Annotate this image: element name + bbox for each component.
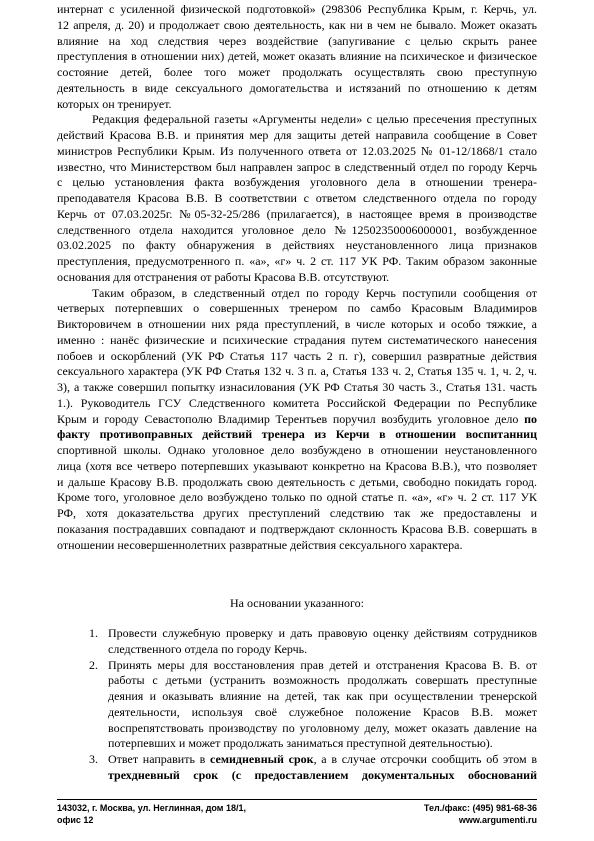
list-item — [57, 658, 537, 753]
footer-contacts — [424, 802, 537, 826]
text-line: 3), а также совершил попытку изнасилования (УК РФ Статья 30 часть 3., Статья 131. часть — [57, 380, 537, 394]
paragraph-2 — [57, 112, 537, 285]
text-line: четверых потерпевших о совершенных тренером по самбо Красовым Владимиров — [57, 301, 537, 316]
text-line: Таким образом, в следственный отдел по городу Керчь поступили сообщения от — [92, 285, 537, 300]
text-line — [108, 752, 537, 768]
text-line: состояние детей, более того может продолжать осуществлять свою преступную — [57, 65, 537, 79]
text-line: побоев и оскорблений (УК РФ Статья 117 часть 2 п. г), совершил развратные действия — [57, 348, 537, 363]
text-line: Викторовичем в отношении них ряда преступлений, в числе которых и особо тяжкие, а — [57, 317, 537, 331]
footer-address — [57, 802, 246, 826]
bold-text-line: факту противоправных действий тренера из Керчи в отношении воспитанниц — [57, 427, 537, 442]
list-item-number: 1. — [89, 626, 98, 640]
list-item-text — [108, 626, 537, 658]
text-line: Керчь от 07.03.2025г. №05-32-25/286 (прилагается), в настоящее время в производстве — [57, 206, 537, 221]
text-line: работы с детьми (устранить возможность продолжать совершать преступные — [108, 673, 537, 688]
list-item-number: 3. — [89, 752, 98, 766]
text-line: основания для отстранения от работы Красова В.В. отсутствуют. — [57, 269, 390, 284]
paragraph-1 — [57, 2, 537, 112]
text-segment: Крым и городу Севастополю Владимир Терентьев поручил возбудить уголовное дело — [57, 411, 525, 426]
text-line: отношении несовершеннолетних развратные действия сексуального характера. — [57, 537, 463, 552]
text-line: деятельность в виде сексуального домогательства и истязаний по отношению к детям — [57, 80, 537, 95]
paragraph-3 — [57, 286, 537, 554]
text-line: министров Республики Крым. Из полученного ответа от 12.03.2025 № 01-12/1868/1 стало — [57, 143, 537, 158]
text-line: и дальше Красову В.В. продолжать свою деятельность с детьми, свободно покидать город. — [57, 474, 537, 489]
text-line: преступления в отношении них) детей, может оказать влияние на психическое и физическое — [57, 49, 537, 64]
bold-text-segment: по — [524, 411, 537, 426]
text-line: сексуального характера (УК РФ Статья 132 ч. 3 п. а, Статья 133 ч. 2, Статья 135 ч. 1, ч. 2, ч. — [57, 364, 537, 379]
website: www.argumenti.ru — [458, 815, 537, 825]
text-line — [57, 412, 537, 428]
text-line: РФ, хотя доказательства других преступлений следствию так же предоставлены и — [57, 506, 537, 520]
text-line: Редакция федеральной газеты «Аргументы недели» с целью пресечения преступных — [92, 112, 537, 127]
text-line: 12 апреля, д. 20) и продолжает свою деятельность, как ни в чем не бывало. Может оказать — [57, 17, 537, 32]
request-list — [57, 626, 537, 784]
text-line: именно : нанёс физические и психические страдания путем систематического нанесения — [57, 332, 537, 347]
text-segment: , а в случае отсрочки сообщить об этом в — [313, 752, 537, 766]
text-line: лица (хотя все четверо потерпевших указывают конкретно на Красова В.В.), что позволяет — [57, 458, 537, 473]
text-line: деяния и оказывать влияние на детей, так как при осуществлении тренерской — [108, 689, 537, 703]
text-line: преступления, предусмотренного п. «а», «г» ч. 2 ст. 117 УК РФ. Таким образом законные — [57, 254, 537, 268]
list-item-text — [108, 658, 537, 753]
address-line: 143032, г. Москва, ул. Неглинная, дом 18/1, — [57, 803, 246, 813]
text-line: Провести служебную проверку и дать правовую оценку действиям сотрудников — [108, 626, 537, 640]
text-line: действий Красова В.В. и принятия мер для защиты детей направила сообщение в Совет — [57, 128, 537, 142]
text-line: интернат с усиленной физической подготовкой» (298306 Республика Крым, г. Керчь, ул. — [57, 2, 537, 16]
text-line: 03.02.2025 по факту обнаружения в действиях неустановленного лица признаков — [57, 238, 537, 253]
section-heading: На основании указанного: — [230, 596, 364, 610]
text-line: потерпевших и может продолжать заниматься преступной деятельностью). — [108, 736, 493, 751]
list-item-number: 2. — [89, 657, 98, 672]
bold-text-segment: семидневный срок — [210, 752, 314, 766]
list-item — [57, 752, 537, 784]
text-line: показания пострадавших совпадают и подтверждают склонность Красова В.В. совершать в — [57, 521, 537, 536]
text-line: влияние на ход следствия через воздействие (запугивание с целью скрыть ранее — [57, 33, 537, 48]
bold-text-line: трехдневный срок (с предоставлением документальных обоснований — [108, 767, 537, 782]
text-line: 1.). Руководитель ГСУ Следственного комитета Российской Федерации по Республике — [57, 395, 537, 410]
text-line: Принять меры для восстановления прав детей и отстранения Красова В. В. от — [108, 657, 537, 672]
text-line: преподавателя Красова В.В. В соответствии с ответом следственного отдела по городу — [57, 191, 537, 205]
footer-divider — [57, 799, 537, 800]
text-line: Кроме того, уголовное дело возбуждено только по одной статье п. «а», «г» ч. 2 ст. 117 УК — [57, 490, 537, 505]
list-item — [57, 626, 537, 658]
phone-fax: Тел./факс: (495) 981-68-36 — [423, 803, 537, 813]
list-item-text — [108, 752, 537, 784]
text-line: с целью установления факта возбуждения уголовного дела в отношении тренера- — [57, 175, 537, 190]
text-segment: Ответ направить в — [108, 752, 211, 766]
text-line: следственного отдела по городу Керчь. — [108, 641, 308, 656]
letter-body — [57, 2, 537, 553]
text-line: следственного отдела находится уголовное дело №12502350006000001, возбужденное — [57, 222, 537, 237]
text-line: деятельности, используя своё служебное положение Красов В.В. может — [108, 704, 537, 719]
text-line: которых он тренирует. — [57, 96, 172, 111]
text-line: известно, что Министерством был направлен запрос в следственный отдел по городу Керчь — [57, 159, 537, 174]
text-line: воспрепятствовать производству по уголовному делу, может оказать давление на — [108, 720, 537, 735]
address-line: офис 12 — [57, 815, 94, 825]
text-line: спортивной школы. Однако уголовное дело возбуждено в отношении неустановленного — [57, 443, 537, 457]
